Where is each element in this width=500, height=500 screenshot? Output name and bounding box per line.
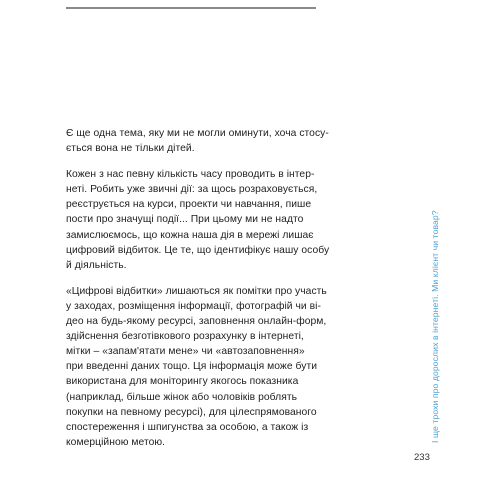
- text-line: цифровий відбиток. Це те, що ідентифікує нашу особу: [66, 244, 330, 256]
- text-line: й діяльність.: [66, 259, 127, 271]
- text-line: замислюємось, що кожна наша дія в мережі лишає: [66, 229, 314, 241]
- text-line: у заходах, розміщення інформації, фотографій чи ві-: [66, 300, 321, 312]
- text-line: при введенні даних тощо. Ця інформація може бути: [66, 361, 318, 373]
- text-line: Є ще одна тема, яку ми не могли оминути, хоча стосу-: [66, 128, 329, 139]
- running-head: І ще трохи про дорослих в інтернеті. Ми клієнт чи товар?: [430, 210, 440, 443]
- top-rule: [66, 7, 316, 9]
- paragraph-3: [66, 284, 327, 450]
- text-line: реєструється на курси, проекти чи навчання, пише: [66, 199, 312, 211]
- text-line: покупки на певному ресурсі), для цілеспрямованого: [66, 406, 317, 418]
- paragraph-2: [66, 167, 330, 273]
- paragraph-1: [66, 126, 329, 156]
- text-line: здійснення безготівкового розрахунку в інтернеті,: [66, 331, 304, 343]
- body-text: [66, 126, 330, 461]
- text-line: неті. Робить уже звичні дії: за щось розраховується,: [66, 184, 318, 196]
- text-line: комерційною метою.: [66, 436, 166, 448]
- text-line: (наприклад, більше жінок або чоловіків роблять: [66, 391, 298, 403]
- text-line: ється вона не тільки дітей.: [66, 143, 195, 155]
- text-line: пости про значущі події... При цьому ми не надто: [66, 214, 304, 226]
- text-line: мітки – «запам'ятати мене» чи «автозаповнення»: [66, 346, 305, 358]
- text-line: део на будь-якому ресурсі, заповнення онлайн-форм,: [66, 316, 327, 328]
- page-number: 233: [414, 452, 430, 463]
- text-line: використана для моніторингу якогось показника: [66, 376, 299, 388]
- text-line: спостереження і шпигунства за особою, а також із: [66, 421, 309, 433]
- text-line: Кожен з нас певну кількість часу проводить в інтер-: [66, 169, 315, 181]
- text-line: «Цифрові відбитки» лишаються як помітки про участь: [66, 285, 327, 297]
